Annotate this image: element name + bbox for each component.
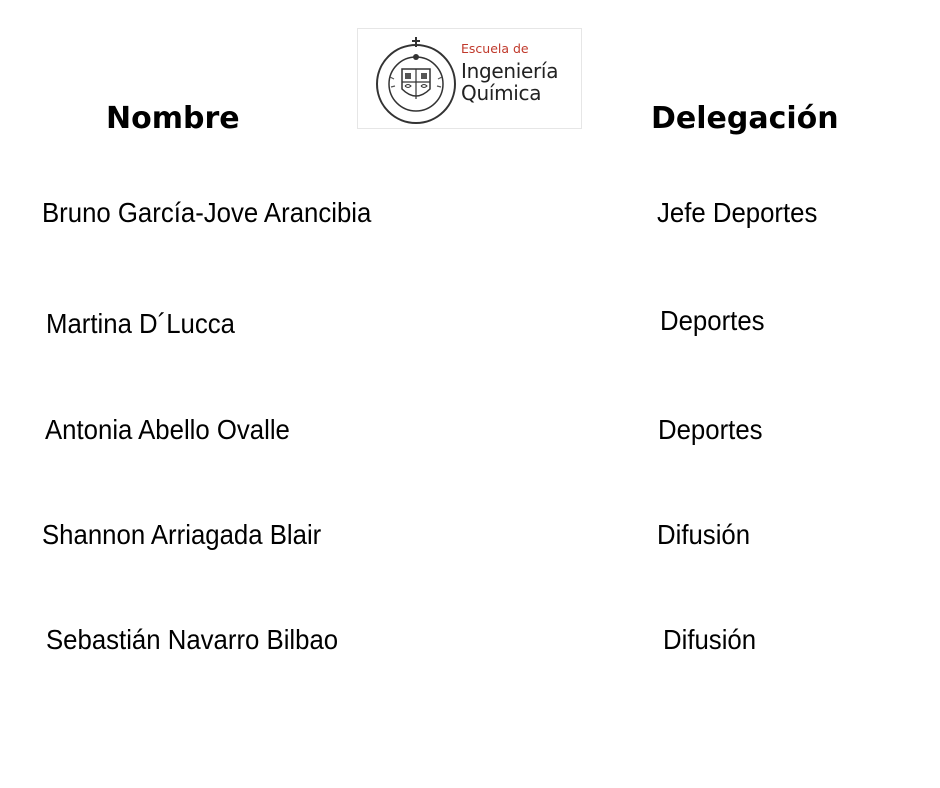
row-3-delegation: Deportes	[658, 414, 763, 445]
row-2-name: Martina D´Lucca	[46, 308, 235, 339]
school-logo	[357, 28, 582, 129]
column-header-delegation: Delegación	[651, 101, 839, 136]
row-1-name: Bruno García-Jove Arancibia	[42, 197, 372, 228]
row-5-name: Sebastián Navarro Bilbao	[46, 624, 339, 655]
logo-title-line-1: Ingeniería	[461, 58, 559, 83]
row-1-delegation: Jefe Deportes	[657, 197, 818, 228]
university-seal-icon	[374, 35, 458, 125]
logo-school-label: Escuela de	[461, 41, 529, 56]
row-3-name: Antonia Abello Ovalle	[45, 414, 290, 445]
column-header-name: Nombre	[106, 101, 240, 136]
row-5-delegation: Difusión	[663, 624, 757, 655]
logo-title-line-2: Química	[461, 80, 542, 105]
row-2-delegation: Deportes	[660, 305, 765, 336]
row-4-name: Shannon Arriagada Blair	[42, 519, 322, 550]
row-4-delegation: Difusión	[657, 519, 751, 550]
